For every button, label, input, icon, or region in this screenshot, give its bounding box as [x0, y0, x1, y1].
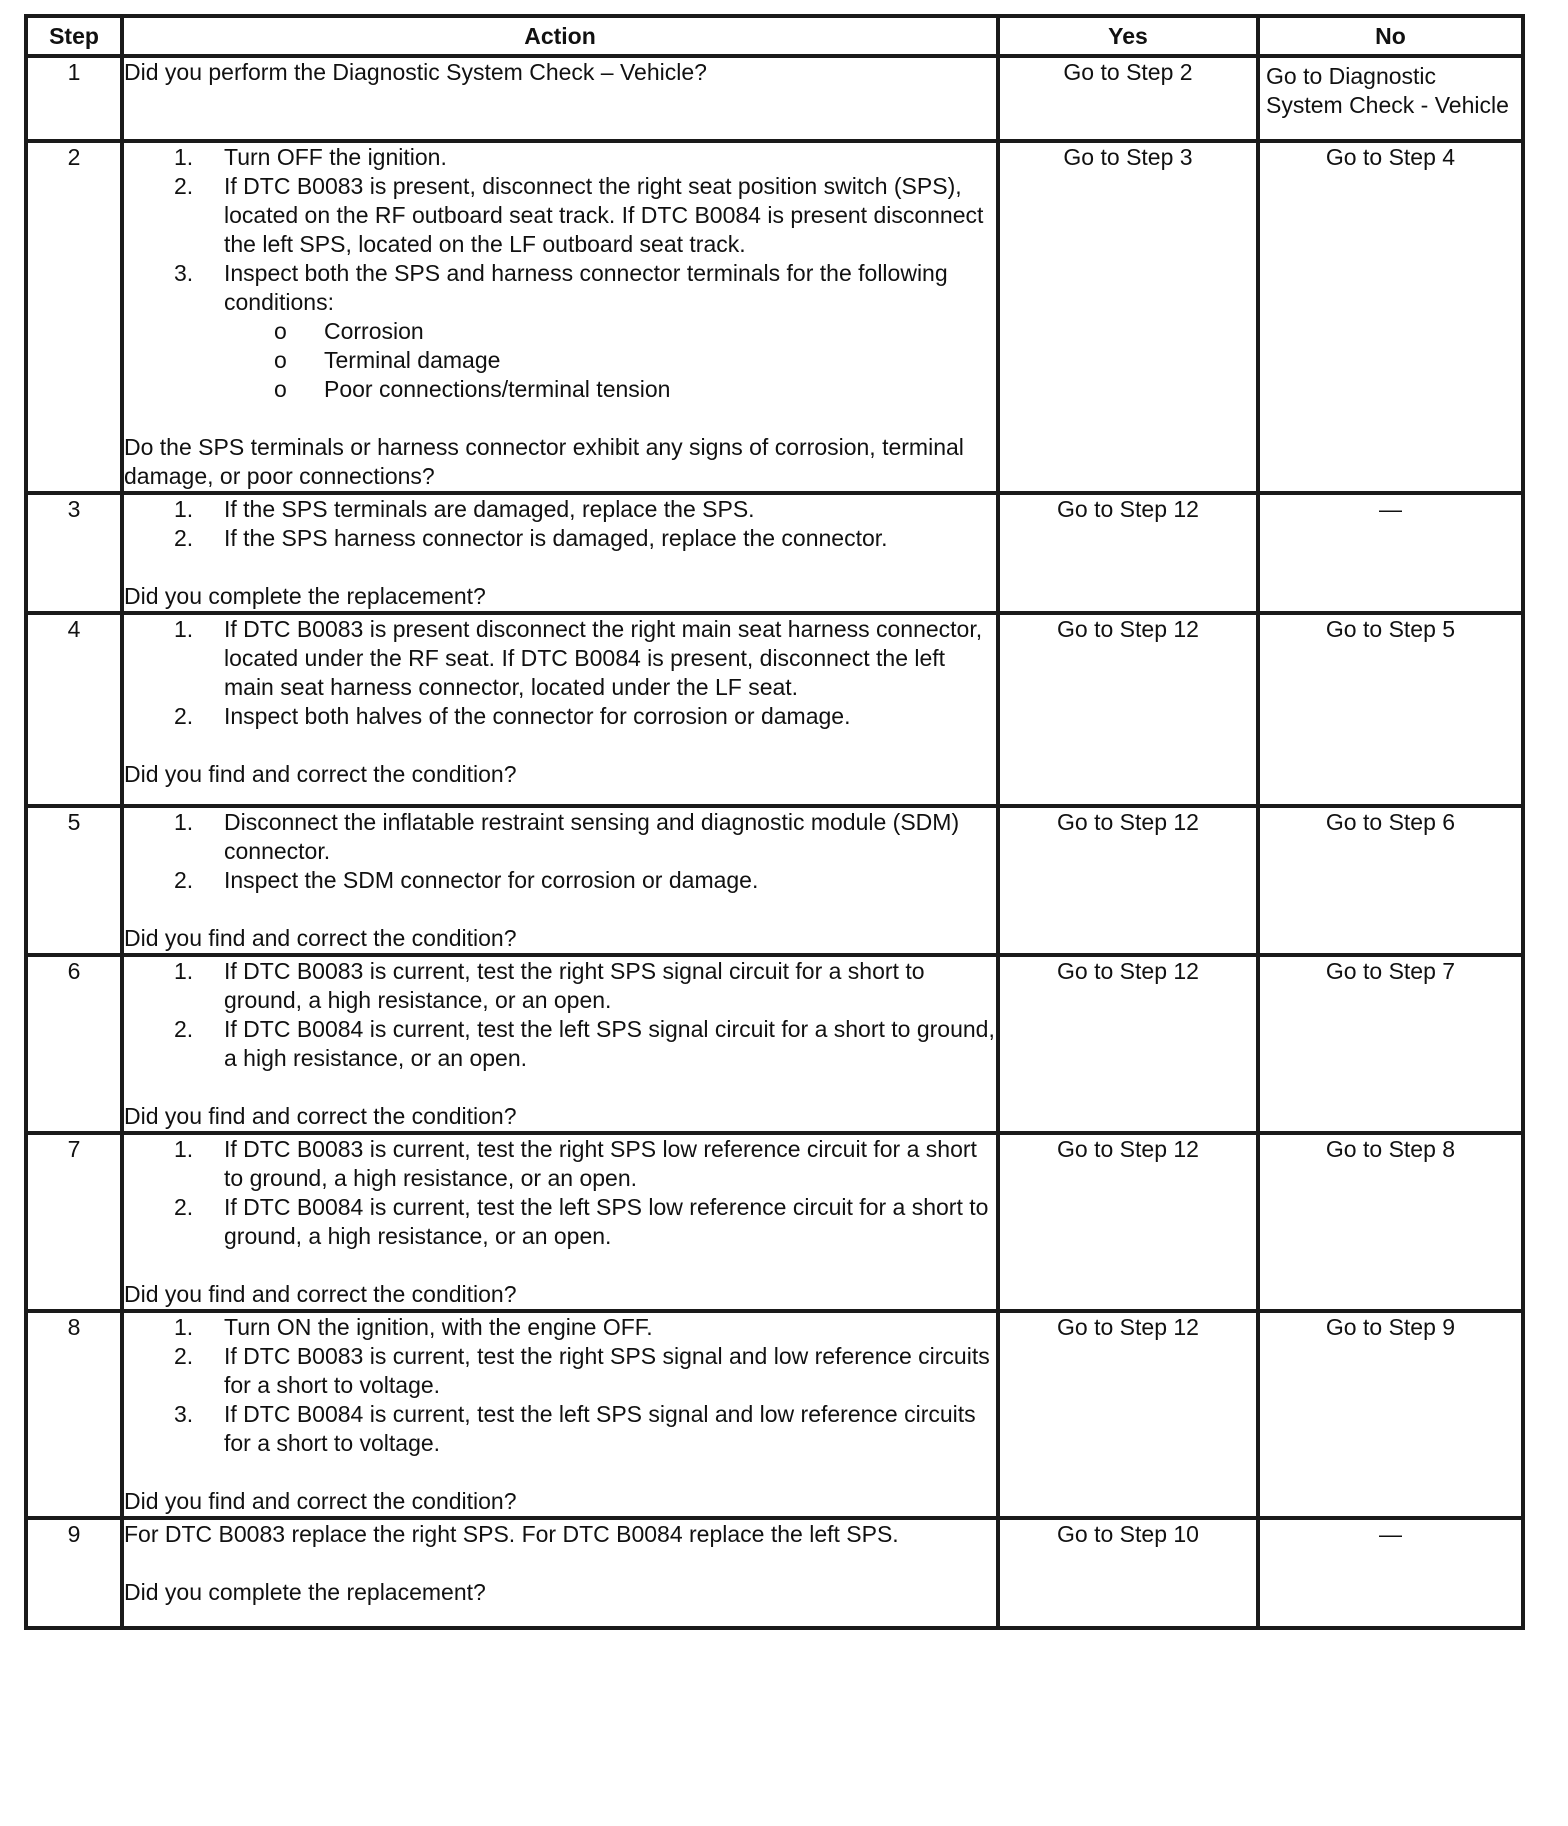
action-cell [122, 955, 998, 1133]
yes-cell: Go to Step 2 [998, 56, 1258, 141]
question-text: Did you find and correct the condition? [124, 1488, 517, 1514]
question-text: Did you find and correct the condition? [124, 761, 517, 787]
yes-cell: Go to Step 12 [998, 1311, 1258, 1518]
no-cell: Go to Step 4 [1258, 141, 1523, 493]
no-cell-dash: — [1258, 493, 1523, 613]
yes-cell: Go to Step 12 [998, 1133, 1258, 1311]
list-item: 1. If the SPS terminals are damaged, replace the SPS. [174, 496, 755, 522]
action-steps [124, 1135, 996, 1251]
condition-item: o Poor connections/terminal tension [274, 376, 671, 402]
table-row [26, 56, 1523, 141]
step-number: 5 [26, 806, 122, 955]
table-row [26, 493, 1523, 613]
step-number: 2 [26, 141, 122, 493]
step-number: 8 [26, 1311, 122, 1518]
table-row [26, 955, 1523, 1133]
action-steps [124, 143, 996, 404]
no-cell: Go to Step 7 [1258, 955, 1523, 1133]
table-row [26, 806, 1523, 955]
list-item: 2. If DTC B0083 is present, disconnect the right seat position switch (SPS), located on the RF outboard seat track. If DTC B0084 is present disconnect the left SPS, located on the LF outboard seat track. [174, 173, 984, 257]
action-steps [124, 957, 996, 1073]
step-number: 6 [26, 955, 122, 1133]
table-row [26, 1311, 1523, 1518]
step-number: 7 [26, 1133, 122, 1311]
list-item: 2. If DTC B0083 is current, test the right SPS signal and low reference circuits for a short to voltage. [174, 1343, 990, 1398]
header-yes: Yes [998, 16, 1258, 56]
list-item: 2. If the SPS harness connector is damaged, replace the connector. [174, 525, 888, 551]
list-item: 1. If DTC B0083 is present disconnect the right main seat harness connector, located under the RF seat. If DTC B0084 is present, disconnect the left main seat harness connector, located under the LF seat. [174, 616, 983, 700]
condition-list [224, 317, 996, 404]
table-row [26, 141, 1523, 493]
question-text: Do the SPS terminals or harness connector exhibit any signs of corrosion, terminal damage, or poor connections? [124, 434, 964, 489]
action-steps [124, 615, 996, 731]
list-item: 2. Inspect both halves of the connector for corrosion or damage. [174, 703, 851, 729]
yes-cell: Go to Step 10 [998, 1518, 1258, 1628]
action-cell [122, 1133, 998, 1311]
yes-cell: Go to Step 12 [998, 493, 1258, 613]
list-item: 1. Turn OFF the ignition. [174, 144, 447, 170]
diagnostic-table [24, 14, 1525, 1630]
question-text: Did you complete the replacement? [124, 1579, 486, 1605]
action-cell [122, 806, 998, 955]
header-no: No [1258, 16, 1523, 56]
list-item: 2. If DTC B0084 is current, test the left SPS low reference circuit for a short to ground, a high resistance, or an open. [174, 1194, 989, 1249]
no-cell: Go to Diagnostic System Check - Vehicle [1258, 56, 1523, 141]
table-row [26, 613, 1523, 806]
yes-cell: Go to Step 12 [998, 955, 1258, 1133]
action-cell [122, 613, 998, 806]
no-cell: Go to Step 8 [1258, 1133, 1523, 1311]
no-cell: Go to Step 6 [1258, 806, 1523, 955]
action-cell [122, 1311, 998, 1518]
action-steps [124, 495, 996, 553]
action-steps [124, 808, 996, 895]
header-row [26, 16, 1523, 56]
list-item: 3. Inspect both the SPS and harness connector terminals for the following conditions: o Corrosion o Terminal damage o Poor connections/terminal tension [124, 259, 996, 404]
no-cell: Go to Step 5 [1258, 613, 1523, 806]
no-cell-dash: — [1258, 1518, 1523, 1628]
action-cell [122, 1518, 998, 1628]
list-item: 1. If DTC B0083 is current, test the right SPS low reference circuit for a short to ground, a high resistance, or an open. [174, 1136, 977, 1191]
list-item: 1. Turn ON the ignition, with the engine OFF. [174, 1314, 653, 1340]
condition-item: o Terminal damage [274, 347, 501, 373]
header-action: Action [122, 16, 998, 56]
list-item: 1. Disconnect the inflatable restraint sensing and diagnostic module (SDM) connector. [174, 809, 960, 864]
action-text: For DTC B0083 replace the right SPS. For DTC B0084 replace the left SPS. [124, 1521, 899, 1547]
action-steps [124, 1313, 996, 1458]
question-text: Did you find and correct the condition? [124, 1281, 517, 1307]
action-cell [122, 56, 998, 141]
header-step: Step [26, 16, 122, 56]
no-cell: Go to Step 9 [1258, 1311, 1523, 1518]
yes-cell: Go to Step 12 [998, 806, 1258, 955]
action-cell [122, 493, 998, 613]
table-row [26, 1518, 1523, 1628]
step-number: 3 [26, 493, 122, 613]
table-row [26, 1133, 1523, 1311]
condition-item: o Corrosion [274, 318, 424, 344]
step-number: 1 [26, 56, 122, 141]
list-item: 1. If DTC B0083 is current, test the right SPS signal circuit for a short to ground, a high resistance, or an open. [174, 958, 925, 1013]
action-text: Did you perform the Diagnostic System Check – Vehicle? [124, 59, 707, 85]
yes-cell: Go to Step 12 [998, 613, 1258, 806]
list-item: 3. If DTC B0084 is current, test the left SPS signal and low reference circuits for a short to voltage. [174, 1401, 976, 1456]
list-item: 2. If DTC B0084 is current, test the left SPS signal circuit for a short to ground, a high resistance, or an open. [174, 1016, 995, 1071]
action-cell [122, 141, 998, 493]
step-number: 9 [26, 1518, 122, 1628]
list-item: 2. Inspect the SDM connector for corrosion or damage. [174, 867, 759, 893]
yes-cell: Go to Step 3 [998, 141, 1258, 493]
question-text: Did you find and correct the condition? [124, 925, 517, 951]
question-text: Did you complete the replacement? [124, 583, 486, 609]
step-number: 4 [26, 613, 122, 806]
question-text: Did you find and correct the condition? [124, 1103, 517, 1129]
